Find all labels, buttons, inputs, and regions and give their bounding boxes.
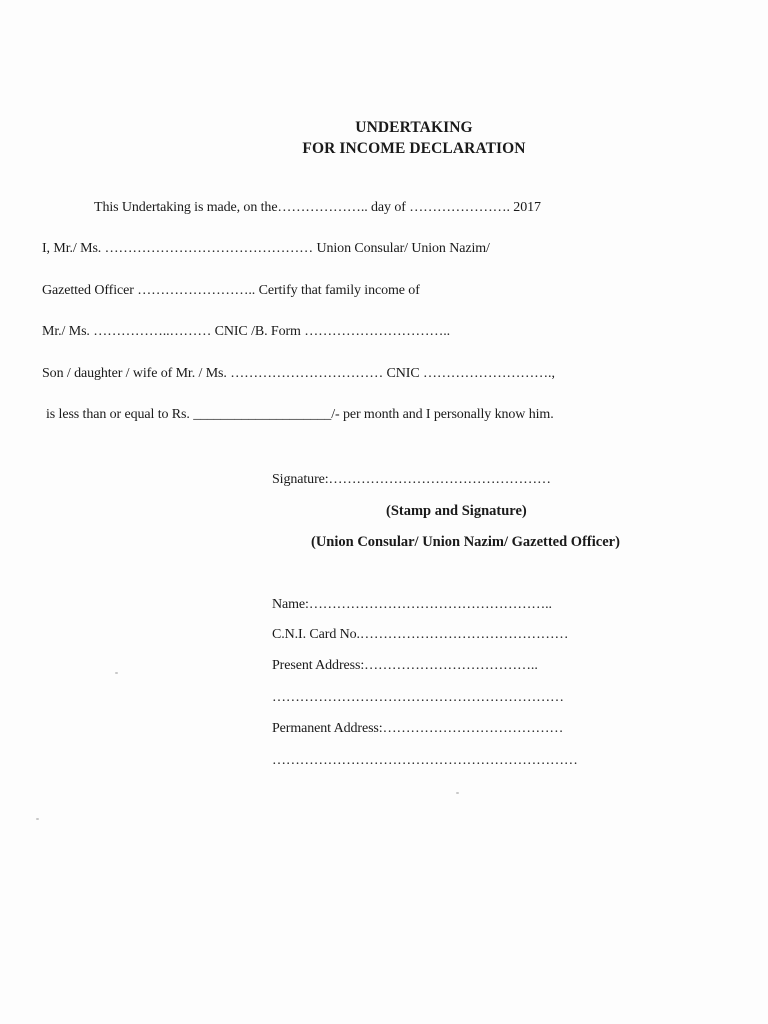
signer-name-line: Name:……………………………………………..: [272, 597, 552, 612]
document-title: UNDERTAKING: [355, 119, 473, 136]
signature-line: Signature:…………………………………………: [272, 472, 551, 487]
present-address-continuation: ………………………………………………………: [272, 690, 564, 705]
permanent-address-line: Permanent Address:…………………………………: [272, 721, 564, 736]
scan-speck: [36, 818, 39, 820]
document-subtitle: FOR INCOME DECLARATION: [302, 140, 526, 157]
name-line: I, Mr./ Ms. ……………………………………… Union Consular/ Union Nazim/: [42, 241, 490, 256]
stamp-signature-label: (Stamp and Signature): [386, 503, 527, 519]
scan-speck: [456, 792, 459, 794]
officer-line: Gazetted Officer …………………….. Certify that family income of: [42, 283, 420, 298]
officer-title-label: (Union Consular/ Union Nazim/ Gazetted Officer): [311, 534, 620, 550]
signer-cnic-line: C.N.I. Card No.………………………………………: [272, 627, 569, 642]
date-line: This Undertaking is made, on the……………….. day of …………………. 2017: [94, 200, 541, 215]
permanent-address-continuation: …………………………………………………………: [272, 753, 578, 768]
mr-ms-cnic-line: Mr./ Ms. ……………..……… CNIC /B. Form …………………………..: [42, 324, 451, 339]
scan-speck: [115, 672, 118, 674]
relation-line: Son / daughter / wife of Mr. / Ms. …………………………… CNIC ……………………….,: [42, 366, 555, 381]
present-address-line: Present Address:………………………………..: [272, 658, 538, 673]
income-line: is less than or equal to Rs. ____________________/- per month and I personally know him.: [46, 407, 554, 422]
